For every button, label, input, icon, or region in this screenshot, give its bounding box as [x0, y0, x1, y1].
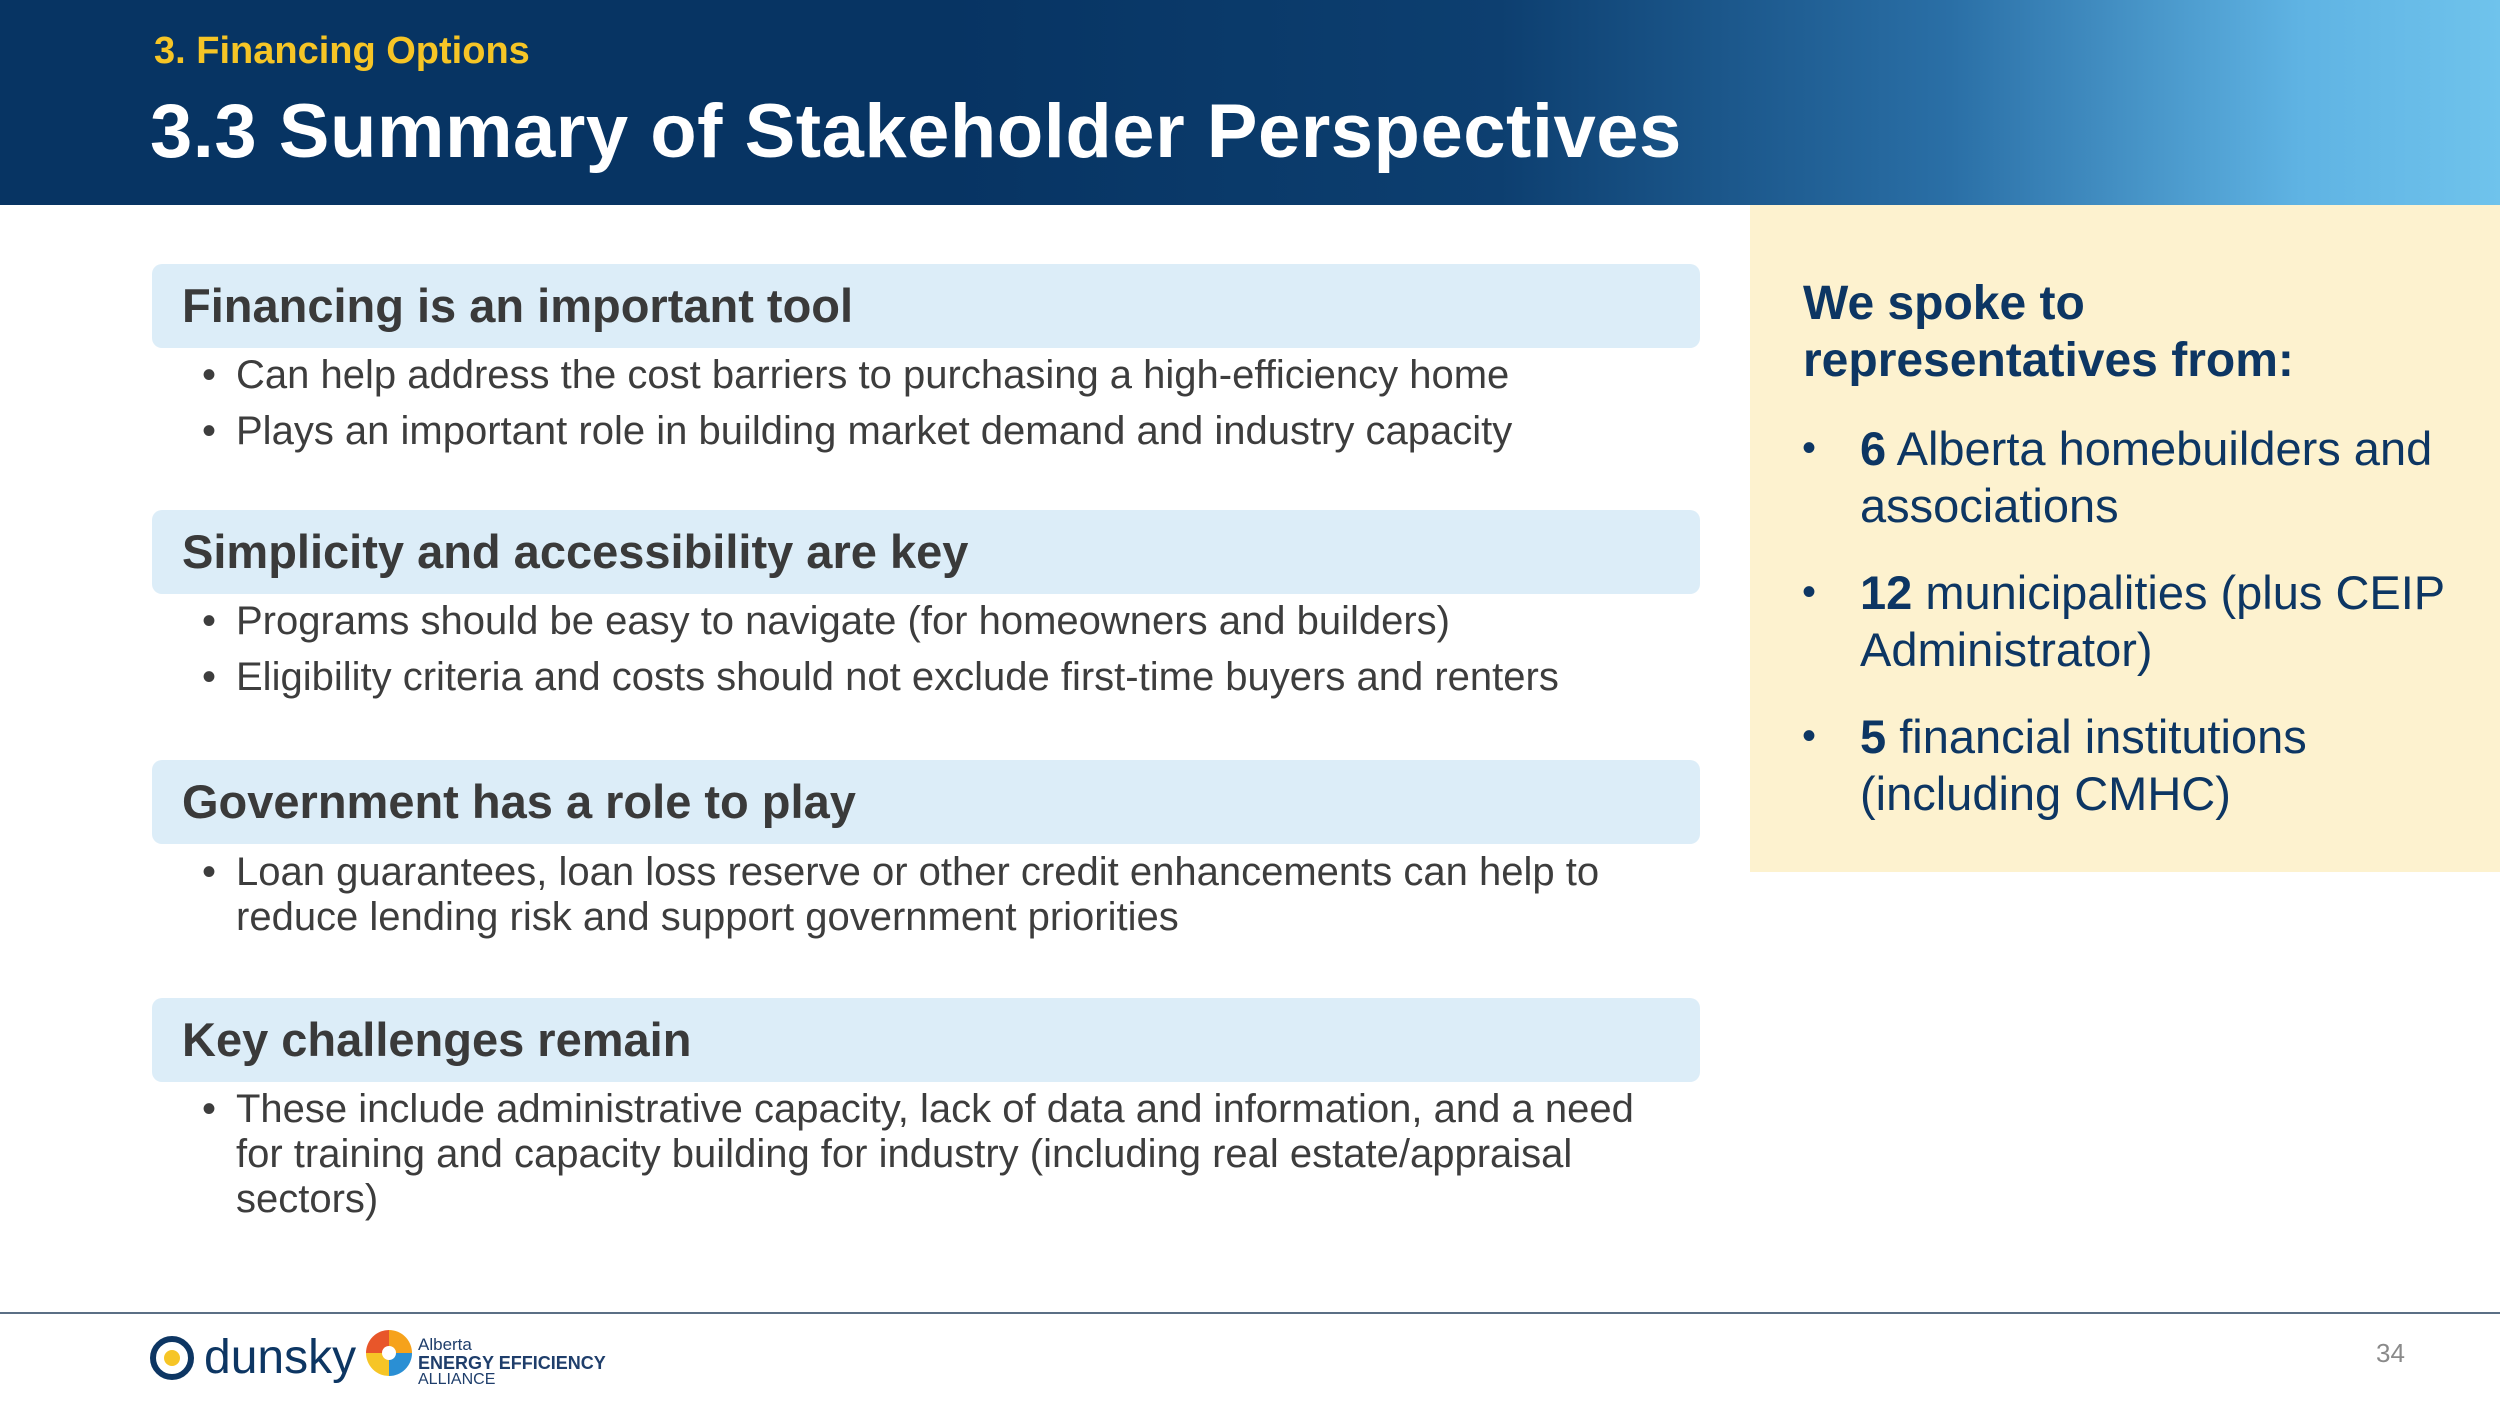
dunsky-logo-icon	[150, 1336, 194, 1380]
section-header-challenges	[152, 998, 1700, 1082]
aeea-logo-icon	[364, 1328, 414, 1378]
dunsky-wordmark: dunsky	[204, 1331, 357, 1384]
section-heading: Government has a role to play	[182, 775, 856, 828]
aeea-line-2: ENERGY EFFICIENCY	[418, 1353, 606, 1373]
stakeholder-item	[1798, 420, 2458, 534]
stakeholder-item	[1798, 564, 2458, 678]
bullet-list-government	[200, 850, 1670, 950]
aeea-logo	[364, 1326, 624, 1396]
bullet-item: • Plays an important role in building market demand and industry capacity	[200, 408, 1700, 454]
section-heading: Financing is an important tool	[182, 279, 854, 332]
stakeholder-count: 6	[1860, 422, 1887, 475]
section-header-financing-tool	[152, 264, 1700, 348]
section-heading: Key challenges remain	[182, 1013, 692, 1066]
section-label: 3. Financing Options	[154, 30, 530, 72]
bullet-item: • Programs should be easy to navigate (for homeowners and builders)	[200, 598, 1700, 644]
page-title: 3.3 Summary of Stakeholder Perspectives	[150, 89, 1682, 174]
section-header-government	[152, 760, 1700, 844]
stakeholder-panel	[1750, 205, 2500, 872]
stakeholder-count: 5	[1860, 710, 1887, 763]
section-header-simplicity	[152, 510, 1700, 594]
bullet-item: • Loan guarantees, loan loss reserve or other credit enhancements can help to reduce lending risk and support government priorities	[200, 850, 1670, 940]
header-banner	[0, 0, 2500, 205]
page-number: 34	[2376, 1338, 2405, 1368]
stakeholder-list	[1798, 420, 2458, 852]
bullet-list-simplicity	[200, 598, 1700, 710]
aeea-wordmark	[418, 1336, 606, 1388]
bullet-item: • Eligibility criteria and costs should not exclude first-time buyers and renters	[200, 654, 1700, 700]
section-heading: Simplicity and accessibility are key	[182, 525, 969, 578]
aeea-line-1: Alberta	[418, 1335, 472, 1354]
stakeholder-count: 12	[1860, 566, 1913, 619]
aeea-line-3: ALLIANCE	[418, 1371, 496, 1388]
bullet-item: • Can help address the cost barriers to purchasing a high-efficiency home	[200, 352, 1700, 398]
stakeholder-text: Alberta homebuilders and associations	[1860, 422, 2433, 532]
bullet-list-challenges	[200, 1087, 1670, 1232]
panel-heading: We spoke to representatives from:	[1803, 277, 2294, 387]
stakeholder-text: municipalities (plus CEIP Administrator)	[1860, 566, 2445, 676]
stakeholder-item	[1798, 708, 2458, 822]
stakeholder-text: financial institutions (including CMHC)	[1860, 710, 2307, 820]
bullet-list-financing-tool	[200, 352, 1700, 464]
footer-divider	[0, 1312, 2500, 1314]
bullet-item: • These include administrative capacity, lack of data and information, and a need for training and capacity building for industry (including real estate/appraisal sectors)	[200, 1087, 1670, 1222]
